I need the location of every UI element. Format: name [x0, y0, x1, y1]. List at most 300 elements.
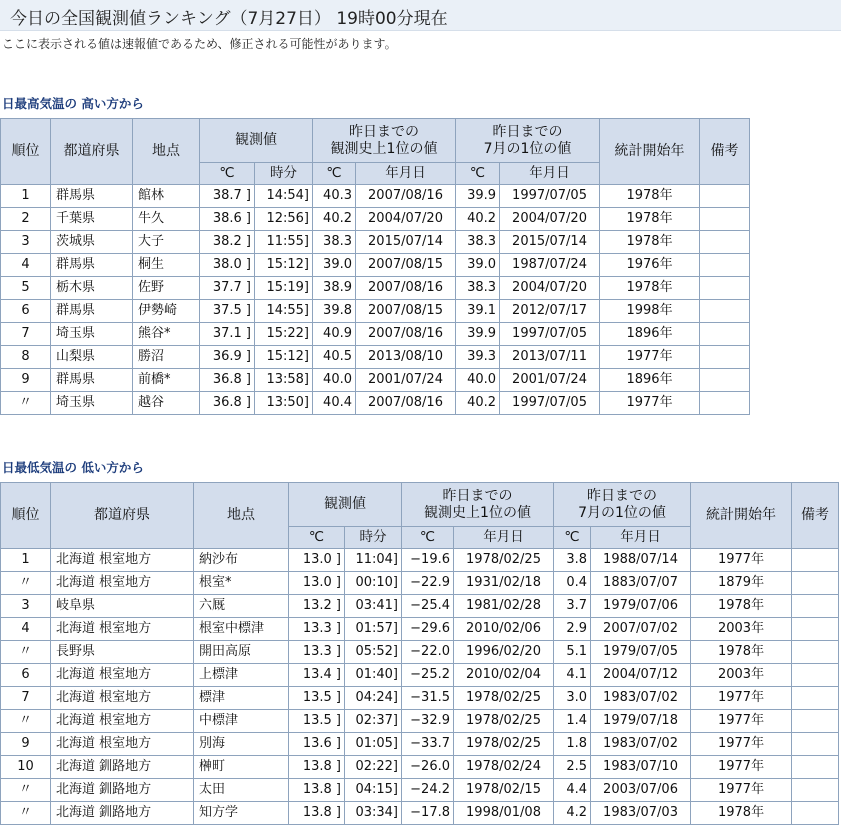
cell-prefecture: 茨城県	[51, 231, 133, 254]
table-row	[1, 208, 750, 231]
cell-prefecture: 埼玉県	[51, 392, 133, 415]
cell-july-date: 1883/07/07	[591, 572, 691, 595]
cell-stats-start: 1977年	[600, 346, 700, 369]
cell-july-date: 2007/07/02	[591, 618, 691, 641]
cell-remarks	[792, 687, 839, 710]
table-row	[1, 231, 750, 254]
cell-record-date: 2007/08/15	[356, 254, 456, 277]
cell-record-date: 1978/02/25	[454, 710, 554, 733]
cell-record-value: −33.7	[402, 733, 454, 756]
cell-observed-time: 04:24]	[345, 687, 402, 710]
cell-observed-value: 36.8 ]	[200, 369, 255, 392]
cell-july-date: 1979/07/06	[591, 595, 691, 618]
cell-record-value: −22.0	[402, 641, 454, 664]
cell-observed-time: 15:12]	[255, 254, 313, 277]
cell-rank: 3	[1, 595, 51, 618]
table-row	[1, 802, 839, 825]
col-july-record	[554, 483, 691, 527]
col-remarks: 備考	[792, 483, 839, 549]
col-observed: 観測値	[200, 119, 313, 163]
cell-record-date: 2007/08/16	[356, 277, 456, 300]
cell-july-date: 1979/07/05	[591, 641, 691, 664]
cell-stats-start: 1978年	[691, 595, 792, 618]
cell-prefecture: 長野県	[51, 641, 194, 664]
cell-prefecture: 山梨県	[51, 346, 133, 369]
cell-rank: 7	[1, 323, 51, 346]
cell-station: 別海	[194, 733, 289, 756]
cell-july-date: 1983/07/03	[591, 802, 691, 825]
cell-observed-value: 13.2 ]	[289, 595, 345, 618]
cell-july-date: 2015/07/14	[500, 231, 600, 254]
cell-july-date: 2012/07/17	[500, 300, 600, 323]
cell-station: 大子	[133, 231, 200, 254]
cell-july-value: 3.7	[554, 595, 591, 618]
col-station: 地点	[194, 483, 289, 549]
cell-rank: 〃	[1, 572, 51, 595]
cell-prefecture: 群馬県	[51, 185, 133, 208]
page-title: 今日の全国観測値ランキング（7月27日） 19時00分現在	[10, 9, 448, 29]
cell-prefecture: 埼玉県	[51, 323, 133, 346]
cell-observed-value: 13.8 ]	[289, 779, 345, 802]
cell-remarks	[792, 641, 839, 664]
cell-station: 牛久	[133, 208, 200, 231]
cell-observed-time: 13:50]	[255, 392, 313, 415]
cell-july-date: 1997/07/05	[500, 392, 600, 415]
cell-july-date: 1997/07/05	[500, 323, 600, 346]
cell-rank: 4	[1, 254, 51, 277]
cell-rank: 2	[1, 208, 51, 231]
table-row	[1, 185, 750, 208]
cell-prefecture: 北海道 根室地方	[51, 664, 194, 687]
cell-record-value: 40.3	[313, 185, 356, 208]
cell-record-date: 2010/02/06	[454, 618, 554, 641]
cell-remarks	[700, 231, 750, 254]
cell-stats-start: 2003年	[691, 618, 792, 641]
sub-date: 年月日	[356, 163, 456, 185]
cell-july-value: 39.9	[456, 185, 500, 208]
cell-observed-time: 00:10]	[345, 572, 402, 595]
cell-record-date: 2007/08/16	[356, 185, 456, 208]
cell-observed-value: 37.7 ]	[200, 277, 255, 300]
cell-record-value: 38.3	[313, 231, 356, 254]
col-july-record-label: 昨日までの 7月の1位の値	[483, 123, 572, 157]
low-temp-table	[0, 482, 839, 825]
cell-stats-start: 1977年	[691, 549, 792, 572]
table-row	[1, 369, 750, 392]
cell-rank: 〃	[1, 641, 51, 664]
cell-observed-value: 13.8 ]	[289, 802, 345, 825]
sub-date: 年月日	[500, 163, 600, 185]
cell-july-date: 1987/07/24	[500, 254, 600, 277]
cell-record-value: −22.9	[402, 572, 454, 595]
table-row	[1, 346, 750, 369]
sub-date: 年月日	[591, 527, 691, 549]
cell-record-date: 2001/07/24	[356, 369, 456, 392]
cell-observed-value: 38.2 ]	[200, 231, 255, 254]
sub-date: 年月日	[454, 527, 554, 549]
cell-rank: 〃	[1, 779, 51, 802]
cell-observed-value: 38.6 ]	[200, 208, 255, 231]
cell-station: 佐野	[133, 277, 200, 300]
cell-record-value: −17.8	[402, 802, 454, 825]
cell-july-value: 4.2	[554, 802, 591, 825]
cell-observed-value: 13.8 ]	[289, 756, 345, 779]
cell-july-value: 40.2	[456, 392, 500, 415]
cell-rank: 8	[1, 346, 51, 369]
cell-july-value: 4.4	[554, 779, 591, 802]
cell-record-date: 1978/02/25	[454, 687, 554, 710]
table-row	[1, 710, 839, 733]
cell-record-value: −31.5	[402, 687, 454, 710]
cell-stats-start: 1978年	[600, 208, 700, 231]
cell-station: 熊谷*	[133, 323, 200, 346]
cell-july-value: 2.5	[554, 756, 591, 779]
cell-july-value: 1.8	[554, 733, 591, 756]
cell-july-date: 1997/07/05	[500, 185, 600, 208]
cell-prefecture: 千葉県	[51, 208, 133, 231]
col-stats-start: 統計開始年	[691, 483, 792, 549]
cell-remarks	[700, 185, 750, 208]
cell-july-value: 39.3	[456, 346, 500, 369]
cell-july-value: 39.1	[456, 300, 500, 323]
low-temp-heading: 日最低気温の 低い方から	[2, 460, 144, 475]
cell-rank: 1	[1, 549, 51, 572]
cell-record-value: 38.9	[313, 277, 356, 300]
cell-observed-value: 13.3 ]	[289, 641, 345, 664]
table-row	[1, 664, 839, 687]
col-prefecture: 都道府県	[51, 119, 133, 185]
cell-observed-time: 14:54]	[255, 185, 313, 208]
cell-record-date: 1978/02/15	[454, 779, 554, 802]
cell-record-date: 2004/07/20	[356, 208, 456, 231]
cell-station: 前橋*	[133, 369, 200, 392]
cell-record-date: 1981/02/28	[454, 595, 554, 618]
cell-stats-start: 1977年	[600, 392, 700, 415]
cell-rank: 3	[1, 231, 51, 254]
cell-remarks	[700, 300, 750, 323]
table-row	[1, 733, 839, 756]
cell-observed-value: 37.1 ]	[200, 323, 255, 346]
cell-rank: 1	[1, 185, 51, 208]
cell-stats-start: 1998年	[600, 300, 700, 323]
title-bar	[0, 0, 841, 31]
cell-rank: 7	[1, 687, 51, 710]
cell-prefecture: 群馬県	[51, 254, 133, 277]
cell-record-value: −25.2	[402, 664, 454, 687]
cell-observed-time: 03:34]	[345, 802, 402, 825]
cell-record-date: 1931/02/18	[454, 572, 554, 595]
cell-station: 標津	[194, 687, 289, 710]
cell-july-value: 5.1	[554, 641, 591, 664]
cell-remarks	[792, 710, 839, 733]
table-row	[1, 300, 750, 323]
cell-july-value: 39.9	[456, 323, 500, 346]
cell-observed-time: 03:41]	[345, 595, 402, 618]
high-temp-heading: 日最高気温の 高い方から	[2, 96, 144, 111]
high-temp-table	[0, 118, 750, 415]
cell-july-value: 39.0	[456, 254, 500, 277]
cell-remarks	[792, 595, 839, 618]
cell-stats-start: 1896年	[600, 323, 700, 346]
cell-station: 知方学	[194, 802, 289, 825]
cell-july-date: 1979/07/18	[591, 710, 691, 733]
sub-unit: ℃	[289, 527, 345, 549]
cell-rank: 〃	[1, 802, 51, 825]
cell-observed-value: 13.0 ]	[289, 549, 345, 572]
cell-record-value: −25.4	[402, 595, 454, 618]
cell-station: 六厩	[194, 595, 289, 618]
cell-record-date: 1978/02/25	[454, 733, 554, 756]
cell-july-value: 4.1	[554, 664, 591, 687]
cell-stats-start: 1978年	[600, 231, 700, 254]
cell-remarks	[792, 756, 839, 779]
col-record	[313, 119, 456, 163]
cell-july-date: 2001/07/24	[500, 369, 600, 392]
cell-prefecture: 北海道 釧路地方	[51, 779, 194, 802]
cell-prefecture: 栃木県	[51, 277, 133, 300]
col-record	[402, 483, 554, 527]
cell-july-date: 2004/07/20	[500, 208, 600, 231]
cell-remarks	[792, 733, 839, 756]
cell-observed-value: 13.4 ]	[289, 664, 345, 687]
cell-remarks	[700, 346, 750, 369]
table-row	[1, 549, 839, 572]
cell-observed-time: 02:37]	[345, 710, 402, 733]
col-observed: 観測値	[289, 483, 402, 527]
cell-stats-start: 2003年	[691, 664, 792, 687]
cell-record-value: 40.2	[313, 208, 356, 231]
cell-observed-value: 13.5 ]	[289, 710, 345, 733]
table-row	[1, 277, 750, 300]
cell-station: 上標津	[194, 664, 289, 687]
cell-station: 桐生	[133, 254, 200, 277]
cell-record-date: 1978/02/24	[454, 756, 554, 779]
cell-record-value: 40.9	[313, 323, 356, 346]
cell-july-date: 1983/07/02	[591, 687, 691, 710]
cell-remarks	[700, 323, 750, 346]
cell-record-value: −29.6	[402, 618, 454, 641]
cell-stats-start: 1977年	[691, 756, 792, 779]
cell-record-date: 1996/02/20	[454, 641, 554, 664]
cell-station: 伊勢崎	[133, 300, 200, 323]
cell-record-value: −26.0	[402, 756, 454, 779]
cell-station: 根室中標津	[194, 618, 289, 641]
cell-observed-time: 04:15]	[345, 779, 402, 802]
cell-prefecture: 群馬県	[51, 369, 133, 392]
cell-july-value: 38.3	[456, 277, 500, 300]
cell-record-date: 2013/08/10	[356, 346, 456, 369]
cell-july-date: 1983/07/10	[591, 756, 691, 779]
sub-unit: ℃	[456, 163, 500, 185]
cell-july-value: 40.2	[456, 208, 500, 231]
cell-record-date: 2007/08/16	[356, 323, 456, 346]
cell-remarks	[792, 802, 839, 825]
col-july-record	[456, 119, 600, 163]
col-station: 地点	[133, 119, 200, 185]
cell-record-value: 39.8	[313, 300, 356, 323]
cell-stats-start: 1896年	[600, 369, 700, 392]
cell-record-date: 2010/02/04	[454, 664, 554, 687]
cell-stats-start: 1976年	[600, 254, 700, 277]
cell-record-date: 1978/02/25	[454, 549, 554, 572]
cell-prefecture: 北海道 根室地方	[51, 618, 194, 641]
cell-july-date: 2004/07/12	[591, 664, 691, 687]
cell-observed-value: 38.7 ]	[200, 185, 255, 208]
cell-july-value: 1.4	[554, 710, 591, 733]
cell-rank: 10	[1, 756, 51, 779]
col-remarks: 備考	[700, 119, 750, 185]
cell-prefecture: 北海道 根室地方	[51, 710, 194, 733]
table-row	[1, 687, 839, 710]
cell-record-date: 1998/01/08	[454, 802, 554, 825]
cell-rank: 9	[1, 369, 51, 392]
col-stats-start: 統計開始年	[600, 119, 700, 185]
cell-remarks	[700, 277, 750, 300]
cell-observed-value: 13.6 ]	[289, 733, 345, 756]
cell-stats-start: 1977年	[691, 733, 792, 756]
cell-remarks	[700, 254, 750, 277]
cell-record-value: 39.0	[313, 254, 356, 277]
cell-stats-start: 1977年	[691, 687, 792, 710]
cell-july-value: 0.4	[554, 572, 591, 595]
cell-record-value: −24.2	[402, 779, 454, 802]
cell-observed-value: 36.8 ]	[200, 392, 255, 415]
cell-july-value: 3.0	[554, 687, 591, 710]
sub-unit: ℃	[200, 163, 255, 185]
cell-station: 勝沼	[133, 346, 200, 369]
cell-remarks	[700, 392, 750, 415]
cell-prefecture: 北海道 釧路地方	[51, 756, 194, 779]
cell-record-value: 40.5	[313, 346, 356, 369]
cell-station: 納沙布	[194, 549, 289, 572]
cell-prefecture: 群馬県	[51, 300, 133, 323]
cell-july-value: 3.8	[554, 549, 591, 572]
cell-july-value: 2.9	[554, 618, 591, 641]
table-row	[1, 756, 839, 779]
cell-station: 太田	[194, 779, 289, 802]
cell-prefecture: 北海道 根室地方	[51, 572, 194, 595]
cell-stats-start: 1977年	[691, 710, 792, 733]
cell-stats-start: 1977年	[691, 779, 792, 802]
cell-rank: 6	[1, 300, 51, 323]
cell-observed-value: 13.5 ]	[289, 687, 345, 710]
cell-july-date: 1988/07/14	[591, 549, 691, 572]
cell-rank: 4	[1, 618, 51, 641]
cell-station: 越谷	[133, 392, 200, 415]
cell-observed-time: 02:22]	[345, 756, 402, 779]
cell-stats-start: 1978年	[600, 277, 700, 300]
cell-remarks	[792, 779, 839, 802]
col-july-record-label: 昨日までの 7月の1位の値	[578, 487, 666, 521]
table-row	[1, 595, 839, 618]
cell-remarks	[792, 618, 839, 641]
cell-record-value: 40.4	[313, 392, 356, 415]
cell-prefecture: 岐阜県	[51, 595, 194, 618]
cell-observed-time: 13:58]	[255, 369, 313, 392]
cell-july-date: 2013/07/11	[500, 346, 600, 369]
cell-remarks	[700, 369, 750, 392]
sub-unit: ℃	[402, 527, 454, 549]
cell-observed-time: 15:22]	[255, 323, 313, 346]
cell-observed-value: 36.9 ]	[200, 346, 255, 369]
col-rank: 順位	[1, 119, 51, 185]
cell-station: 中標津	[194, 710, 289, 733]
cell-remarks	[792, 572, 839, 595]
cell-rank: 6	[1, 664, 51, 687]
cell-rank: 5	[1, 277, 51, 300]
cell-observed-time: 01:40]	[345, 664, 402, 687]
cell-observed-time: 12:56]	[255, 208, 313, 231]
cell-july-date: 2004/07/20	[500, 277, 600, 300]
col-record-label: 昨日までの 観測史上1位の値	[330, 123, 438, 157]
cell-stats-start: 1978年	[600, 185, 700, 208]
cell-stats-start: 1978年	[691, 641, 792, 664]
table-row	[1, 641, 839, 664]
cell-record-date: 2007/08/16	[356, 392, 456, 415]
cell-remarks	[700, 208, 750, 231]
cell-rank: 〃	[1, 710, 51, 733]
cell-observed-value: 38.0 ]	[200, 254, 255, 277]
col-rank: 順位	[1, 483, 51, 549]
cell-observed-value: 13.0 ]	[289, 572, 345, 595]
cell-observed-time: 11:04]	[345, 549, 402, 572]
table-row	[1, 618, 839, 641]
cell-observed-time: 11:55]	[255, 231, 313, 254]
sub-unit: ℃	[554, 527, 591, 549]
cell-july-value: 38.3	[456, 231, 500, 254]
cell-record-date: 2007/08/15	[356, 300, 456, 323]
cell-station: 榊町	[194, 756, 289, 779]
table-row	[1, 779, 839, 802]
cell-observed-time: 15:19]	[255, 277, 313, 300]
cell-july-date: 1983/07/02	[591, 733, 691, 756]
cell-stats-start: 1978年	[691, 802, 792, 825]
sub-time: 時分	[345, 527, 402, 549]
cell-observed-value: 37.5 ]	[200, 300, 255, 323]
cell-rank: 〃	[1, 392, 51, 415]
table-row	[1, 572, 839, 595]
cell-remarks	[792, 549, 839, 572]
sub-time: 時分	[255, 163, 313, 185]
cell-observed-time: 15:12]	[255, 346, 313, 369]
cell-station: 開田高原	[194, 641, 289, 664]
cell-prefecture: 北海道 根室地方	[51, 687, 194, 710]
cell-station: 館林	[133, 185, 200, 208]
cell-record-value: 40.0	[313, 369, 356, 392]
cell-rank: 9	[1, 733, 51, 756]
cell-station: 根室*	[194, 572, 289, 595]
cell-july-date: 2003/07/06	[591, 779, 691, 802]
cell-record-value: −19.6	[402, 549, 454, 572]
table-row	[1, 254, 750, 277]
col-prefecture: 都道府県	[51, 483, 194, 549]
table-row	[1, 323, 750, 346]
cell-prefecture: 北海道 根室地方	[51, 733, 194, 756]
cell-observed-time: 05:52]	[345, 641, 402, 664]
cell-remarks	[792, 664, 839, 687]
cell-july-value: 40.0	[456, 369, 500, 392]
disclaimer-note: ここに表示される値は速報値であるため、修正される可能性があります。	[2, 37, 397, 51]
cell-prefecture: 北海道 根室地方	[51, 549, 194, 572]
table-row	[1, 392, 750, 415]
sub-unit: ℃	[313, 163, 356, 185]
cell-observed-time: 01:05]	[345, 733, 402, 756]
cell-stats-start: 1879年	[691, 572, 792, 595]
cell-observed-value: 13.3 ]	[289, 618, 345, 641]
cell-prefecture: 北海道 釧路地方	[51, 802, 194, 825]
cell-record-value: −32.9	[402, 710, 454, 733]
col-record-label: 昨日までの 観測史上1位の値	[424, 487, 531, 521]
